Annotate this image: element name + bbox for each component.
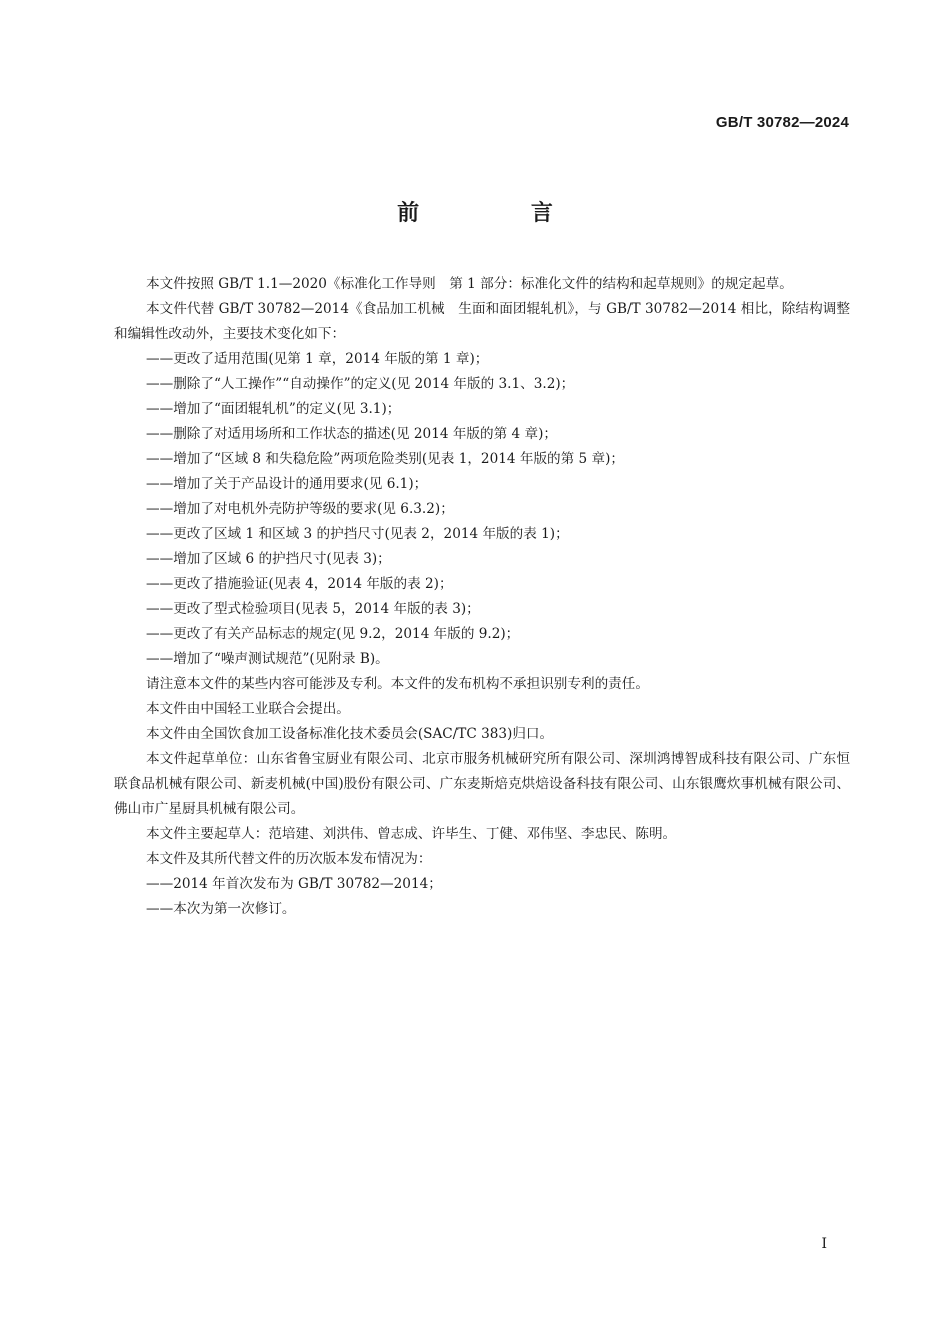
paragraph-under-jurisdiction: 本文件由全国饮食加工设备标准化技术委员会(SAC/TC 383)归口。 xyxy=(146,726,554,742)
change-item: ——更改了适用范围(见第 1 章，2014 年版的第 1 章)； xyxy=(146,351,489,367)
change-item: ——删除了“人工操作”“自动操作”的定义(见 2014 年版的 3.1、3.2)； xyxy=(146,376,575,392)
change-item: ——增加了“面团辊轧机”的定义(见 3.1)； xyxy=(146,401,401,417)
standard-number: GB/T 30782—2024 xyxy=(715,114,849,131)
page-number: I xyxy=(821,1236,827,1252)
paragraph-drafting-rules: 本文件按照 GB/T 1.1—2020《标准化工作导则 第 1 部分：标准化文件的结构和起草规则》的规定起草。 xyxy=(146,276,793,292)
change-item: ——更改了有关产品标志的规定(见 9.2，2014 年版的 9.2)； xyxy=(146,626,520,642)
page-title: 前 言 xyxy=(397,201,605,226)
paragraph-patent-notice: 请注意本文件的某些内容可能涉及专利。本文件的发布机构不承担识别专利的责任。 xyxy=(146,676,649,692)
change-item: ——增加了区域 6 的护挡尺寸(见表 3)； xyxy=(146,551,391,567)
foreword-body xyxy=(114,272,850,922)
change-item: ——更改了区域 1 和区域 3 的护挡尺寸(见表 2，2014 年版的表 1)； xyxy=(146,526,569,542)
history-item: ——2014 年首次发布为 GB/T 30782—2014； xyxy=(146,876,442,892)
change-item: ——增加了“噪声测试规范”(见附录 B)。 xyxy=(146,651,389,667)
history-item: ——本次为第一次修订。 xyxy=(146,901,296,917)
change-item: ——更改了型式检验项目(见表 5，2014 年版的表 3)； xyxy=(146,601,480,617)
change-item: ——增加了“区域 8 和失稳危险”两项危险类别(见表 1，2014 年版的第 5 章)； xyxy=(146,451,625,467)
change-item: ——增加了对电机外壳防护等级的要求(见 6.3.2)； xyxy=(146,501,454,517)
paragraph-drafters: 本文件主要起草人：范培建、刘洪伟、曾志成、许毕生、丁健、邓伟坚、李忠民、陈明。 xyxy=(146,826,677,842)
change-item: ——删除了对适用场所和工作状态的描述(见 2014 年版的第 4 章)； xyxy=(146,426,557,442)
change-item: ——增加了关于产品设计的通用要求(见 6.1)； xyxy=(146,476,428,492)
paragraph-drafting-organizations: 本文件起草单位：山东省鲁宝厨业有限公司、北京市服务机械研究所有限公司、深圳鸿博智成科技有限公司、广东恒联食品机械有限公司、新麦机械(中国)股份有限公司、广东麦斯焙克烘焙设备科技有限公司、山东银鹰炊事机械有限公司、佛山市广星厨具机械有限公司。 xyxy=(114,751,850,817)
change-item: ——更改了措施验证(见表 4，2014 年版的表 2)； xyxy=(146,576,453,592)
paragraph-history-intro: 本文件及其所代替文件的历次版本发布情况为： xyxy=(146,851,432,867)
paragraph-replaces: 本文件代替 GB/T 30782—2014《食品加工机械 生面和面团辊轧机》，与 GB/T 30782—2014 相比，除结构调整和编辑性改动外，主要技术变化如下： xyxy=(114,301,850,342)
paragraph-proposed-by: 本文件由中国轻工业联合会提出。 xyxy=(146,701,350,717)
